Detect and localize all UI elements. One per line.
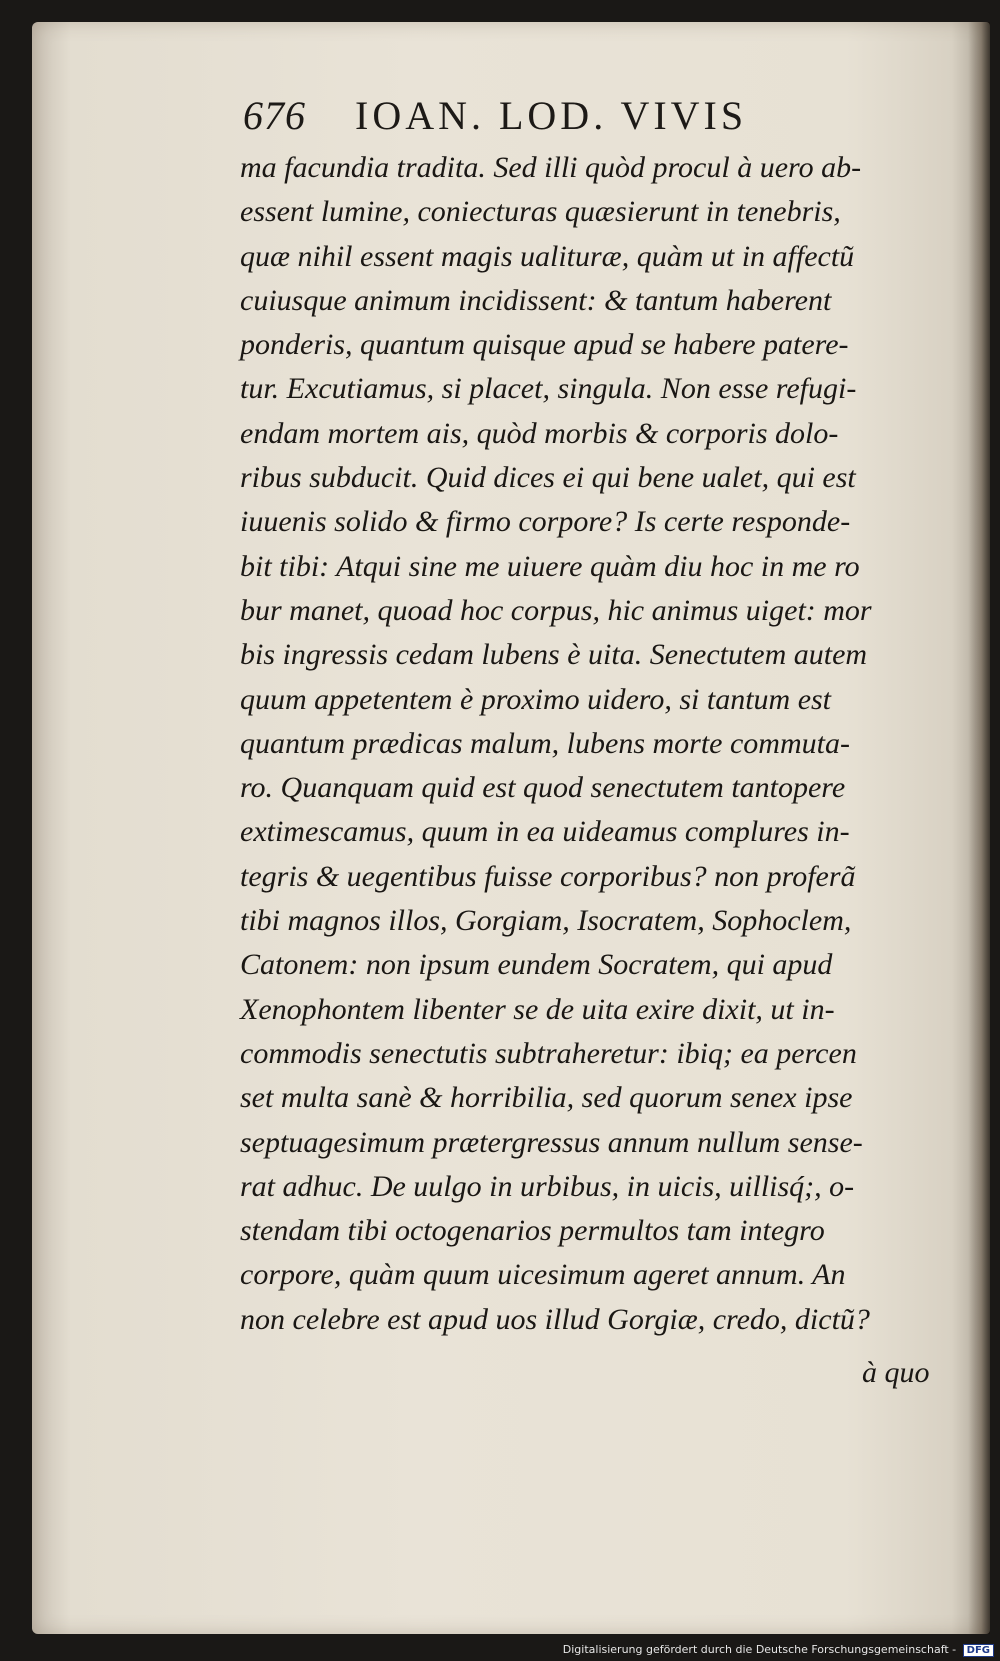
text-line: tur. Excutiamus, si placet, singula. Non esse refugi- [240,372,857,406]
text-line: ribus subducit. Quid dices ei qui bene ualet, qui est [240,461,856,495]
page-number: 676 [243,93,306,138]
text-line: commodis senectutis subtraheretur: ibiq; ea percen [240,1036,857,1070]
text-line: ma facundia tradita. Sed illi quòd procul à uero ab- [240,151,862,184]
page-gutter-shadow [968,22,990,1634]
text-line: quantum prædicas malum, lubens morte commuta- [240,726,850,760]
text-line: extimescamus, quum in ea uideamus complures in- [240,815,850,849]
text-line: essent lumine, coniecturas quæsierunt in tenebris, [240,195,841,229]
text-line: endam mortem ais, quòd morbis & corporis dolo- [240,416,839,450]
text-line: iuuenis solido & firmo corpore? Is certe responde- [240,505,851,539]
text-line: Catonem: non ipsum eundem Socratem, qui apud [240,948,833,982]
text-line: stendam tibi octogenarios permultos tam integro [240,1214,825,1248]
text-line: septuagesimum prætergressus annum nullum sense- [240,1125,863,1159]
text-line: bit tibi: Atqui sine me uiuere quàm diu hoc in me ro [240,549,860,583]
text-line: Xenophontem libenter se de uita exire dixit, ut in- [240,992,835,1026]
text-line: quæ nihil essent magis ualituræ, quàm ut in affectũ [240,239,855,273]
text-line: ponderis, quantum quisque apud se habere patere- [240,328,849,362]
text-line: non celebre est apud uos illud Gorgiæ, credo, dictũ? [240,1302,870,1336]
text-line: corpore, quàm quum uicesimum ageret annum. An [240,1258,846,1292]
dfg-logo: DFG [963,1644,994,1657]
text-line: set multa sanè & horribilia, sed quorum senex ipse [240,1081,853,1115]
text-line: ro. Quanquam quid est quod senectutem tantopere [240,771,846,805]
digitization-credit [563,1643,994,1657]
text-line: tibi magnos illos, Gorgiam, Isocratem, Sophoclem, [240,904,852,938]
running-head: IOAN. LOD. VIVIS [355,93,748,138]
text-line: cuiusque animum incidissent: & tantum haberent [240,283,832,317]
credit-text: Digitalisierung gefördert durch die Deutsche Forschungsgemeinschaft - [562,1643,957,1656]
catchword: à quo [862,1356,930,1389]
text-line: tegris & uegentibus fuisse corporibus? non proferã [240,859,856,893]
text-line: bur manet, quoad hoc corpus, hic animus uiget: mor [240,593,872,627]
text-line: quum appetentem è proximo uidero, si tantum est [240,682,832,716]
body-text [240,146,940,1342]
text-line: rat adhuc. De uulgo in urbibus, in uicis, uillisq́;, o- [240,1169,855,1203]
text-line: bis ingressis cedam lubens è uita. Senectutem autem [240,638,868,672]
page-header [243,92,747,139]
